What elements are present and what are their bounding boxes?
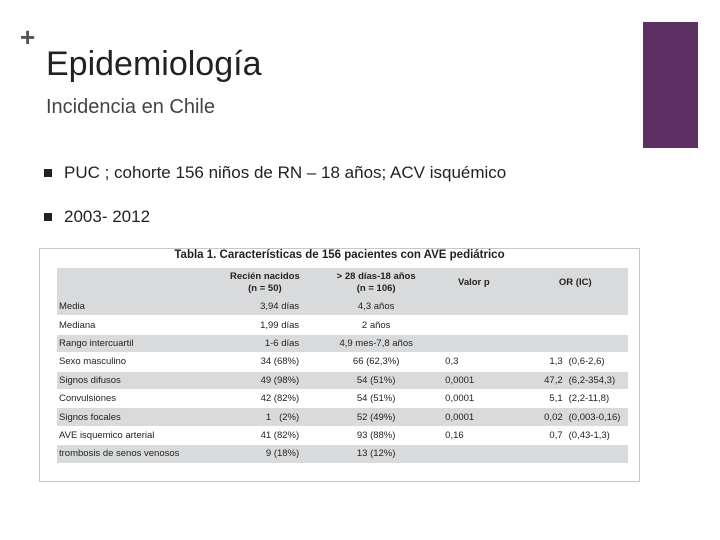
- table-row: [57, 389, 628, 407]
- cell-newborns: 1-6 días: [203, 334, 328, 352]
- cell-or: 1,3: [523, 353, 565, 371]
- table-title: Tabla 1. Características de 156 pacientes con AVE pediátrico: [174, 249, 505, 261]
- cell-pvalue: 0,0001: [425, 389, 522, 407]
- cell-or: [523, 298, 565, 316]
- cell-older: 4,9 mes-7,8 años: [327, 334, 425, 352]
- header-label: [57, 268, 203, 298]
- header-older: [327, 268, 425, 298]
- bullet-text: 2003- 2012: [64, 207, 151, 226]
- cell-or: [523, 334, 565, 352]
- row-label: Sexo masculino: [57, 353, 203, 371]
- cell-older: 13 (12%): [327, 445, 425, 463]
- cell-or: 47,2: [523, 371, 565, 389]
- cell-older: 52 (49%): [327, 408, 425, 426]
- table-image: [39, 248, 640, 482]
- cell-ci: (6,2-354,3): [565, 371, 628, 389]
- row-label: Signos difusos: [57, 371, 203, 389]
- table-row: [57, 408, 628, 426]
- bullet-text: PUC ; cohorte 156 niños de RN – 18 años; ACV isquémico: [64, 163, 507, 182]
- cell-pvalue: 0,0001: [425, 371, 522, 389]
- cell-or: 0,7: [523, 426, 565, 444]
- characteristics-table: [57, 268, 628, 464]
- bullet-item: [44, 207, 150, 227]
- row-label: Mediana: [57, 316, 203, 334]
- row-label: Signos focales: [57, 408, 203, 426]
- cell-or: [523, 445, 565, 463]
- cell-ci: (2,2-11,8): [565, 389, 628, 407]
- cell-pvalue: [425, 334, 522, 352]
- cell-newborns: 9 (18%): [203, 445, 328, 463]
- cell-pvalue: 0,0001: [425, 408, 522, 426]
- square-bullet-icon: [44, 169, 52, 177]
- cell-older: 54 (51%): [327, 389, 425, 407]
- table-row: [57, 371, 628, 389]
- table-row: [57, 426, 628, 444]
- cell-pvalue: 0,3: [425, 353, 522, 371]
- cell-newborns: 3,94 días: [203, 298, 328, 316]
- square-bullet-icon: [44, 213, 52, 221]
- header-pvalue: Valor p: [425, 268, 522, 298]
- cell-or: 5,1: [523, 389, 565, 407]
- accent-block: [643, 22, 698, 148]
- cell-ci: (0,003-0,16): [565, 408, 628, 426]
- bullet-item: [44, 163, 506, 183]
- cell-or: [523, 316, 565, 334]
- cell-newborns: 1 (2%): [203, 408, 328, 426]
- cell-newborns: 42 (82%): [203, 389, 328, 407]
- cell-pvalue: [425, 445, 522, 463]
- row-label: Media: [57, 298, 203, 316]
- plus-mark: +: [20, 22, 36, 52]
- cell-pvalue: [425, 298, 522, 316]
- header-older-n: (n = 106): [356, 283, 396, 294]
- table-header-row: [57, 268, 628, 298]
- cell-pvalue: [425, 316, 522, 334]
- cell-ci: (0,43-1,3): [565, 426, 628, 444]
- header-newborns-label: Recién nacidos: [230, 271, 300, 282]
- cell-older: 66 (62,3%): [327, 353, 425, 371]
- cell-ci: [565, 316, 628, 334]
- row-label: AVE isquemico arterial: [57, 426, 203, 444]
- table-row: [57, 353, 628, 371]
- slide-title: Epidemiología: [46, 45, 262, 83]
- cell-ci: (0,6-2,6): [565, 353, 628, 371]
- table-row: [57, 298, 628, 316]
- cell-ci: [565, 445, 628, 463]
- cell-older: 2 años: [327, 316, 425, 334]
- cell-older: 4,3 años: [327, 298, 425, 316]
- cell-newborns: 41 (82%): [203, 426, 328, 444]
- cell-ci: [565, 334, 628, 352]
- header-older-label: > 28 días-18 años: [336, 271, 416, 282]
- slide-subtitle: Incidencia en Chile: [46, 96, 215, 118]
- row-label: Rango intercuartil: [57, 334, 203, 352]
- cell-older: 93 (88%): [327, 426, 425, 444]
- header-newborns-n: (n = 50): [248, 283, 282, 294]
- cell-older: 54 (51%): [327, 371, 425, 389]
- cell-or: 0,02: [523, 408, 565, 426]
- header-newborns: [203, 268, 328, 298]
- table-row: [57, 316, 628, 334]
- cell-newborns: 49 (98%): [203, 371, 328, 389]
- row-label: trombosis de senos venosos: [57, 445, 203, 463]
- table-row: [57, 445, 628, 463]
- cell-newborns: 34 (68%): [203, 353, 328, 371]
- row-label: Convulsiones: [57, 389, 203, 407]
- table-row: [57, 334, 628, 352]
- cell-newborns: 1,99 días: [203, 316, 328, 334]
- cell-ci: [565, 298, 628, 316]
- cell-pvalue: 0,16: [425, 426, 522, 444]
- header-or: OR (IC): [523, 268, 628, 298]
